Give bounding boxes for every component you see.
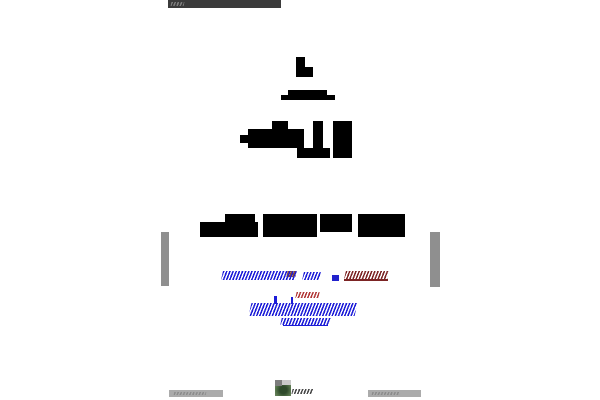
inline-text-brown xyxy=(286,271,296,277)
heading-blob-2 xyxy=(248,129,304,148)
inline-link-maroon[interactable] xyxy=(344,271,389,279)
subheading-blob-2 xyxy=(225,214,255,223)
subheading-blob-5 xyxy=(358,214,405,237)
heading-blob-4 xyxy=(297,148,330,158)
right-scroll-bar[interactable] xyxy=(430,232,440,287)
top-bar-text-smudge xyxy=(171,2,185,6)
email-link-text[interactable] xyxy=(249,303,358,316)
subheading-blob-3 xyxy=(263,214,317,237)
subheading-blob-1 xyxy=(200,222,258,237)
heading-blob-1 xyxy=(240,135,248,143)
site-title-blob-bottom xyxy=(281,95,335,100)
heading-blob-3 xyxy=(272,121,288,131)
heading-blob-5 xyxy=(313,121,323,148)
footer-caption-text xyxy=(291,389,313,394)
left-scroll-bar[interactable] xyxy=(161,232,169,286)
top-window-bar xyxy=(168,0,281,8)
red-caption-text xyxy=(295,292,319,298)
website-link-underline[interactable] xyxy=(283,325,328,326)
footer-left-bar-text xyxy=(174,392,207,395)
logo-mark-foot xyxy=(305,67,313,77)
website-link-text[interactable] xyxy=(280,318,330,325)
inline-blue-square[interactable] xyxy=(332,275,339,281)
logo-mark-vertical xyxy=(296,57,305,77)
inline-link-blue-2[interactable] xyxy=(302,272,321,280)
heading-blob-6 xyxy=(333,121,352,158)
inline-link-maroon-underline[interactable] xyxy=(344,279,388,281)
footer-thumbnail-image[interactable] xyxy=(275,380,291,396)
subheading-blob-4 xyxy=(320,214,352,232)
footer-right-bar-text xyxy=(372,392,401,395)
